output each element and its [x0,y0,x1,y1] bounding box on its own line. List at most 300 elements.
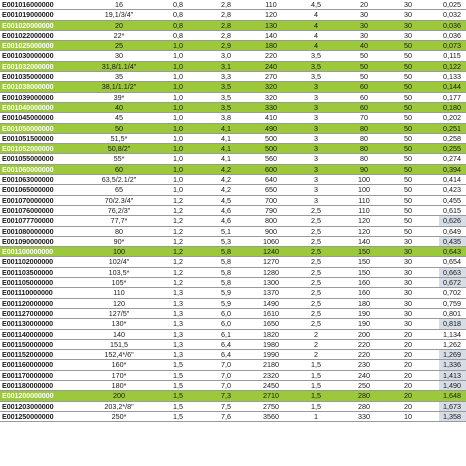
table-row [0,247,466,257]
code-cell: E001032000000 [2,61,54,71]
value-cell-6: 10 [404,411,412,421]
code-cell: E001016000000 [2,0,54,9]
value-cell-6: 50 [404,51,412,61]
value-cell-6: 50 [404,82,412,92]
value-cell-5: 120 [358,216,370,226]
code-cell: E001160000000 [2,360,54,370]
value-cell-4: 4,5 [311,0,321,9]
value-cell-1: 1,0 [173,175,183,185]
code-cell: E001050000000 [2,123,54,133]
value-cell-4: 2,5 [311,205,321,215]
value-cell-7: 0,423 [443,185,461,195]
value-cell-2: 5,8 [221,247,231,257]
value-cell-5: 80 [360,133,368,143]
value-cell-4: 1,5 [311,391,321,401]
value-cell-7: 0,255 [443,144,461,154]
value-cell-7: 1,673 [443,401,461,411]
value-cell-6: 50 [404,185,412,195]
value-cell-6: 30 [404,236,412,246]
value-cell-6: 50 [404,113,412,123]
value-cell-4: 1,5 [311,370,321,380]
value-cell-7: 0,414 [443,175,461,185]
table-row [0,227,466,237]
size-cell: 30 [115,51,123,61]
value-cell-6: 30 [404,247,412,257]
table-row [0,103,466,113]
size-cell: 25 [115,41,123,51]
value-cell-4: 3 [314,164,318,174]
value-cell-3: 240 [265,61,277,71]
value-cell-6: 50 [404,61,412,71]
value-cell-2: 5,3 [221,236,231,246]
value-cell-6: 50 [404,144,412,154]
value-cell-3: 3560 [263,411,279,421]
value-cell-4: 3 [314,123,318,133]
value-cell-4: 2,5 [311,257,321,267]
size-cell: 110 [113,288,125,298]
size-cell: 120 [113,298,125,308]
value-cell-2: 6,4 [221,339,231,349]
value-cell-7: 0,025 [443,0,461,9]
value-cell-1: 1,3 [173,329,183,339]
table-row [0,185,466,195]
value-cell-4: 3 [314,154,318,164]
value-cell-1: 1,2 [173,205,183,215]
value-cell-1: 1,2 [173,195,183,205]
value-cell-2: 5,9 [221,298,231,308]
size-cell: 102/4" [108,257,130,267]
value-cell-7: 0,672 [443,278,461,288]
value-cell-3: 220 [265,51,277,61]
size-cell: 40 [115,102,123,112]
value-cell-5: 80 [360,123,368,133]
value-cell-6: 50 [404,72,412,82]
value-cell-2: 7,3 [221,391,231,401]
value-cell-5: 20 [360,0,368,9]
value-cell-5: 30 [360,20,368,30]
table-row [0,402,466,412]
table-row [0,72,466,82]
code-cell: E001076000000 [2,205,54,215]
value-cell-1: 1,5 [173,391,183,401]
value-cell-4: 2 [314,339,318,349]
value-cell-7: 0,073 [443,41,461,51]
value-cell-6: 30 [404,278,412,288]
value-cell-2: 3,3 [221,72,231,82]
value-cell-7: 1,358 [443,411,461,421]
size-cell: 103,5* [108,267,130,277]
value-cell-4: 3 [314,102,318,112]
value-cell-3: 320 [265,92,277,102]
value-cell-2: 2,8 [221,20,231,30]
table-row [0,391,466,401]
code-cell: E001055000000 [2,154,54,164]
value-cell-1: 1,3 [173,319,183,329]
value-cell-6: 50 [404,102,412,112]
code-cell: E001100000000 [2,247,54,257]
table-row [0,10,466,20]
value-cell-5: 220 [358,350,370,360]
value-cell-5: 120 [358,226,370,236]
size-cell: 105* [111,278,127,288]
value-cell-4: 2,5 [311,236,321,246]
value-cell-3: 2180 [263,360,279,370]
code-cell: E001019000000 [2,10,54,20]
value-cell-2: 5,8 [221,278,231,288]
value-cell-4: 2 [314,350,318,360]
code-cell: E001080000000 [2,226,54,236]
value-cell-1: 1,3 [173,339,183,349]
value-cell-4: 2,5 [311,216,321,226]
value-cell-1: 1,5 [173,380,183,390]
value-cell-6: 30 [404,30,412,40]
value-cell-6: 50 [404,123,412,133]
value-cell-7: 0,177 [443,92,461,102]
table-row [0,93,466,103]
value-cell-7: 0,626 [443,216,461,226]
value-cell-5: 30 [360,10,368,20]
value-cell-4: 3 [314,195,318,205]
size-cell: 80 [115,226,123,236]
value-cell-7: 0,455 [443,195,461,205]
value-cell-1: 1,0 [173,133,183,143]
table-row [0,237,466,247]
value-cell-3: 1370 [263,288,279,298]
value-cell-2: 3,1 [221,61,231,71]
table-row [0,175,466,185]
value-cell-2: 7,6 [221,411,231,421]
table-row [0,309,466,319]
value-cell-3: 110 [265,0,277,9]
value-cell-4: 2,5 [311,308,321,318]
table-row [0,278,466,288]
value-cell-5: 150 [358,257,370,267]
value-cell-5: 40 [360,41,368,51]
value-cell-5: 60 [360,92,368,102]
table-row [0,330,466,340]
size-cell: 63,5/2.1/2" [101,175,137,185]
value-cell-5: 250 [358,380,370,390]
value-cell-5: 160 [358,278,370,288]
value-cell-6: 50 [404,154,412,164]
value-cell-5: 80 [360,154,368,164]
value-cell-7: 0,759 [443,298,461,308]
code-cell: E001035000000 [2,72,54,82]
value-cell-1: 1,5 [173,370,183,380]
value-cell-5: 190 [358,308,370,318]
value-cell-5: 90 [360,164,368,174]
code-cell: E001250000000 [2,411,54,421]
value-cell-3: 640 [265,175,277,185]
table-row [0,288,466,298]
value-cell-6: 50 [404,164,412,174]
value-cell-2: 6,1 [221,329,231,339]
size-cell: 50 [115,123,123,133]
value-cell-6: 30 [404,0,412,9]
value-cell-6: 20 [404,339,412,349]
value-cell-2: 3,8 [221,113,231,123]
value-cell-1: 1,2 [173,226,183,236]
value-cell-5: 60 [360,102,368,112]
value-cell-4: 1 [314,411,318,421]
code-cell: E001060000000 [2,164,54,174]
value-cell-2: 4,6 [221,205,231,215]
value-cell-3: 800 [265,216,277,226]
value-cell-7: 0,654 [443,257,461,267]
code-cell: E001130000000 [2,319,54,329]
table-row [0,82,466,92]
value-cell-5: 110 [358,205,370,215]
value-cell-4: 4 [314,41,318,51]
code-cell: E001063000000 [2,175,54,185]
code-cell: E001127000000 [2,308,54,318]
table-row [0,21,466,31]
value-cell-3: 1300 [263,278,279,288]
table-row [0,412,466,422]
value-cell-5: 50 [360,61,368,71]
size-cell: 140 [113,329,125,339]
value-cell-4: 4 [314,20,318,30]
value-cell-4: 3 [314,133,318,143]
code-cell: E001038000000 [2,82,54,92]
value-cell-2: 5,1 [221,226,231,236]
value-cell-1: 1,0 [173,113,183,123]
value-cell-4: 2,5 [311,247,321,257]
value-cell-3: 1060 [263,236,279,246]
value-cell-6: 50 [404,216,412,226]
table-row [0,340,466,350]
size-cell: 70/2.3/4" [104,195,134,205]
value-cell-5: 100 [358,185,370,195]
code-cell: E001090000000 [2,236,54,246]
value-cell-4: 1,5 [311,360,321,370]
value-cell-2: 3,5 [221,82,231,92]
value-cell-1: 0,8 [173,20,183,30]
value-cell-3: 140 [265,30,277,40]
value-cell-6: 50 [404,41,412,51]
value-cell-5: 60 [360,82,368,92]
value-cell-6: 20 [404,329,412,339]
value-cell-7: 0,615 [443,205,461,215]
value-cell-3: 2750 [263,401,279,411]
value-cell-6: 50 [404,226,412,236]
size-cell: 20 [115,20,123,30]
value-cell-3: 1990 [263,350,279,360]
size-cell: 77,7* [110,216,128,226]
value-cell-4: 2,5 [311,288,321,298]
value-cell-7: 0,818 [443,319,461,329]
value-cell-1: 1,0 [173,154,183,164]
value-cell-1: 1,0 [173,61,183,71]
value-cell-4: 3 [314,113,318,123]
value-cell-7: 0,394 [443,164,461,174]
value-cell-1: 1,2 [173,257,183,267]
value-cell-5: 230 [358,360,370,370]
value-cell-1: 1,0 [173,185,183,195]
value-cell-7: 1,262 [443,339,461,349]
value-cell-1: 1,2 [173,216,183,226]
size-cell: 152,4*/6" [104,350,134,360]
value-cell-1: 1,2 [173,278,183,288]
size-cell: 51,5* [110,133,128,143]
value-cell-2: 4,2 [221,185,231,195]
value-cell-4: 3 [314,82,318,92]
value-cell-7: 1,134 [443,329,461,339]
value-cell-3: 2450 [263,380,279,390]
value-cell-3: 130 [265,20,277,30]
code-cell: E001077700000 [2,216,54,226]
value-cell-1: 1,3 [173,308,183,318]
value-cell-7: 0,144 [443,82,461,92]
value-cell-2: 3,0 [221,51,231,61]
size-cell: 39* [113,92,125,102]
value-cell-6: 50 [404,133,412,143]
table-row [0,216,466,226]
value-cell-1: 0,8 [173,30,183,40]
value-cell-4: 2 [314,329,318,339]
value-cell-3: 1820 [263,329,279,339]
size-cell: 130* [111,319,127,329]
value-cell-2: 5,8 [221,267,231,277]
value-cell-6: 30 [404,308,412,318]
value-cell-6: 20 [404,370,412,380]
value-cell-1: 0,8 [173,10,183,20]
value-cell-4: 3,5 [311,61,321,71]
value-cell-4: 3,5 [311,72,321,82]
value-cell-2: 7,0 [221,360,231,370]
value-cell-7: 0,258 [443,133,461,143]
value-cell-6: 20 [404,401,412,411]
value-cell-7: 0,702 [443,288,461,298]
value-cell-7: 1,648 [443,391,461,401]
value-cell-3: 1650 [263,319,279,329]
size-cell: 60 [115,164,123,174]
value-cell-3: 1980 [263,339,279,349]
value-cell-3: 490 [265,123,277,133]
size-cell: 160* [111,360,127,370]
value-cell-7: 1,490 [443,380,461,390]
code-cell: E001150000000 [2,339,54,349]
table-row [0,257,466,267]
value-cell-4: 3 [314,92,318,102]
value-cell-3: 900 [265,226,277,236]
value-cell-6: 50 [404,195,412,205]
value-cell-5: 150 [358,247,370,257]
size-cell: 55* [113,154,125,164]
value-cell-3: 790 [265,205,277,215]
value-cell-1: 1,2 [173,236,183,246]
size-cell: 76,2/3" [107,205,131,215]
value-cell-7: 0,133 [443,72,461,82]
value-cell-2: 6,0 [221,308,231,318]
size-cell: 16 [115,0,123,9]
value-cell-3: 320 [265,82,277,92]
value-cell-2: 4,1 [221,154,231,164]
value-cell-4: 2,5 [311,298,321,308]
value-cell-5: 220 [358,339,370,349]
value-cell-5: 190 [358,319,370,329]
code-cell: E001025000000 [2,41,54,51]
value-cell-2: 7,0 [221,370,231,380]
code-cell: E001070000000 [2,195,54,205]
value-cell-2: 4,1 [221,123,231,133]
value-cell-2: 4,5 [221,195,231,205]
value-cell-5: 150 [358,267,370,277]
value-cell-5: 140 [358,236,370,246]
table-row [0,381,466,391]
table-row [0,268,466,278]
value-cell-4: 1,5 [311,380,321,390]
value-cell-6: 30 [404,257,412,267]
size-cell: 38,1/1.1/2" [101,82,137,92]
value-cell-4: 2,5 [311,267,321,277]
table-row [0,51,466,61]
value-cell-7: 0,649 [443,226,461,236]
table-row [0,299,466,309]
table-row [0,165,466,175]
value-cell-2: 4,6 [221,216,231,226]
value-cell-7: 1,413 [443,370,461,380]
value-cell-2: 4,2 [221,175,231,185]
size-cell: 45 [115,113,123,123]
value-cell-6: 30 [404,267,412,277]
value-cell-4: 3 [314,185,318,195]
value-cell-2: 7,0 [221,380,231,390]
value-cell-6: 30 [404,10,412,20]
value-cell-4: 3 [314,175,318,185]
value-cell-1: 1,3 [173,298,183,308]
value-cell-2: 3,5 [221,92,231,102]
value-cell-6: 20 [404,391,412,401]
table-row [0,31,466,41]
code-cell: E001020000000 [2,20,54,30]
value-cell-2: 5,9 [221,288,231,298]
value-cell-5: 50 [360,72,368,82]
size-cell: 90* [113,236,125,246]
code-cell: E001140000000 [2,329,54,339]
value-cell-3: 270 [265,72,277,82]
size-cell: 180* [111,380,127,390]
table-row [0,41,466,51]
value-cell-7: 0,180 [443,102,461,112]
value-cell-2: 6,4 [221,350,231,360]
size-cell: 127/5" [108,308,130,318]
value-cell-5: 50 [360,51,368,61]
value-cell-2: 2,9 [221,41,231,51]
table-row [0,113,466,123]
code-cell: E001152000000 [2,350,54,360]
value-cell-7: 0,663 [443,267,461,277]
value-cell-6: 30 [404,20,412,30]
code-cell: E001052000000 [2,144,54,154]
size-cell: 50,8/2" [107,144,131,154]
value-cell-6: 30 [404,298,412,308]
value-cell-3: 2320 [263,370,279,380]
value-cell-4: 3,5 [311,51,321,61]
value-cell-3: 600 [265,164,277,174]
value-cell-3: 410 [265,113,277,123]
value-cell-3: 330 [265,102,277,112]
value-cell-3: 120 [265,10,277,20]
code-cell: E001030000000 [2,51,54,61]
code-cell: E001110000000 [2,288,53,298]
value-cell-4: 1,5 [311,401,321,411]
value-cell-3: 500 [265,133,277,143]
value-cell-4: 2,5 [311,278,321,288]
value-cell-5: 110 [358,195,370,205]
value-cell-5: 280 [358,401,370,411]
value-cell-5: 180 [358,298,370,308]
